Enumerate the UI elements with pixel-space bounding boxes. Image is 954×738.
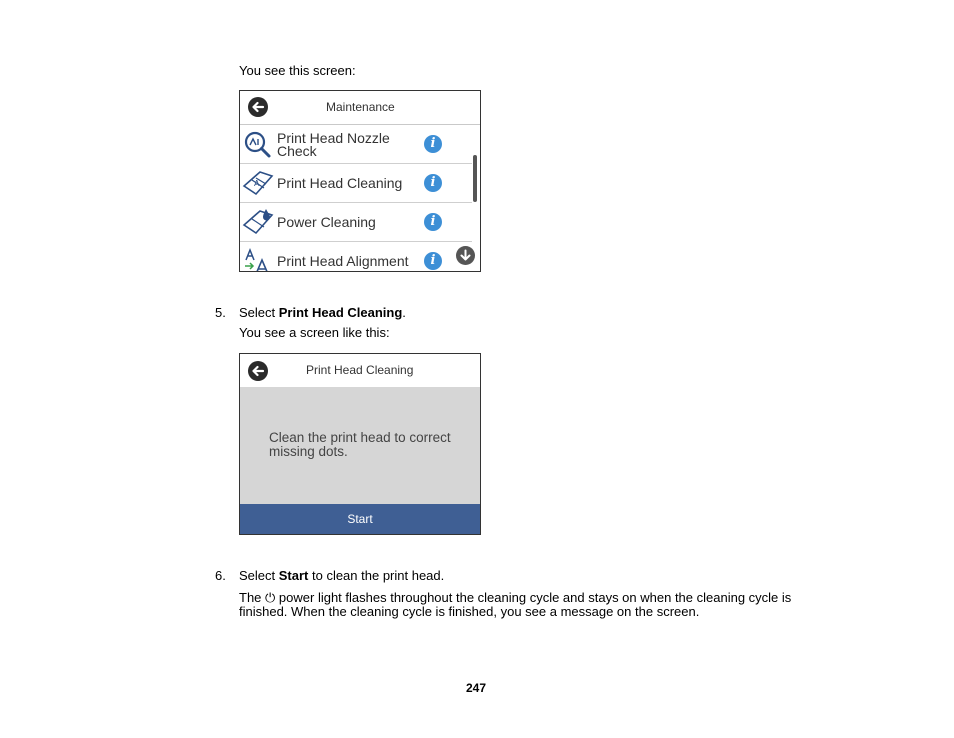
screen-title: Maintenance — [326, 100, 395, 114]
scrollbar — [473, 155, 477, 202]
back-arrow-icon — [248, 97, 268, 117]
menu-item-label-line2: Check — [277, 143, 317, 159]
print-head-cleaning-icon — [242, 168, 274, 198]
cleaning-message-line1: Clean the print head to correct — [269, 430, 451, 445]
step-number: 6. — [215, 568, 226, 583]
info-icon: i — [424, 174, 442, 192]
power-icon: ⏻ — [265, 591, 276, 606]
cleaning-message-line2: missing dots. — [269, 444, 348, 459]
info-icon: i — [424, 252, 442, 270]
nozzle-check-magnifier-icon — [242, 129, 274, 159]
power-cleaning-icon — [242, 207, 274, 237]
info-icon: i — [424, 135, 442, 153]
maintenance-screen-image — [239, 90, 481, 272]
message-area — [240, 387, 480, 504]
menu-item-label: Print Head Alignment — [277, 253, 409, 269]
menu-item-nozzle-check — [240, 125, 472, 164]
menu-item-label: Power Cleaning — [277, 214, 376, 230]
step-5-result-text: You see a screen like this: — [239, 325, 390, 340]
screen-title: Print Head Cleaning — [306, 363, 414, 377]
print-head-alignment-icon — [242, 246, 274, 272]
screen-header — [240, 354, 480, 387]
menu-item-label: Print Head Cleaning — [277, 175, 403, 191]
step-5-instruction: Select Print Head Cleaning. — [239, 305, 406, 320]
info-icon: i — [424, 213, 442, 231]
step-6-paragraph-line2: finished. When the cleaning cycle is finished, you see a message on the screen. — [239, 604, 700, 619]
scroll-down-arrow-icon — [456, 246, 475, 265]
menu-item-power-cleaning — [240, 203, 472, 242]
intro-text: You see this screen: — [239, 63, 356, 78]
step-6-instruction: Select Start to clean the print head. — [239, 568, 445, 583]
svg-text:A: A — [254, 179, 260, 188]
menu-item-label: Print Head Nozzle — [277, 130, 390, 146]
menu-item-print-head-alignment — [240, 242, 472, 272]
step-number: 5. — [215, 305, 226, 320]
page-number: 247 — [466, 681, 487, 695]
start-button: Start — [240, 504, 480, 535]
print-head-cleaning-screen-image — [239, 353, 481, 535]
back-arrow-icon — [248, 361, 268, 381]
screen-header — [240, 91, 480, 125]
step-6-paragraph-line1: The ⏻ power light flashes throughout the cleaning cycle and stays on when the cleaning cycle is — [239, 590, 792, 606]
menu-item-print-head-cleaning — [240, 164, 472, 203]
